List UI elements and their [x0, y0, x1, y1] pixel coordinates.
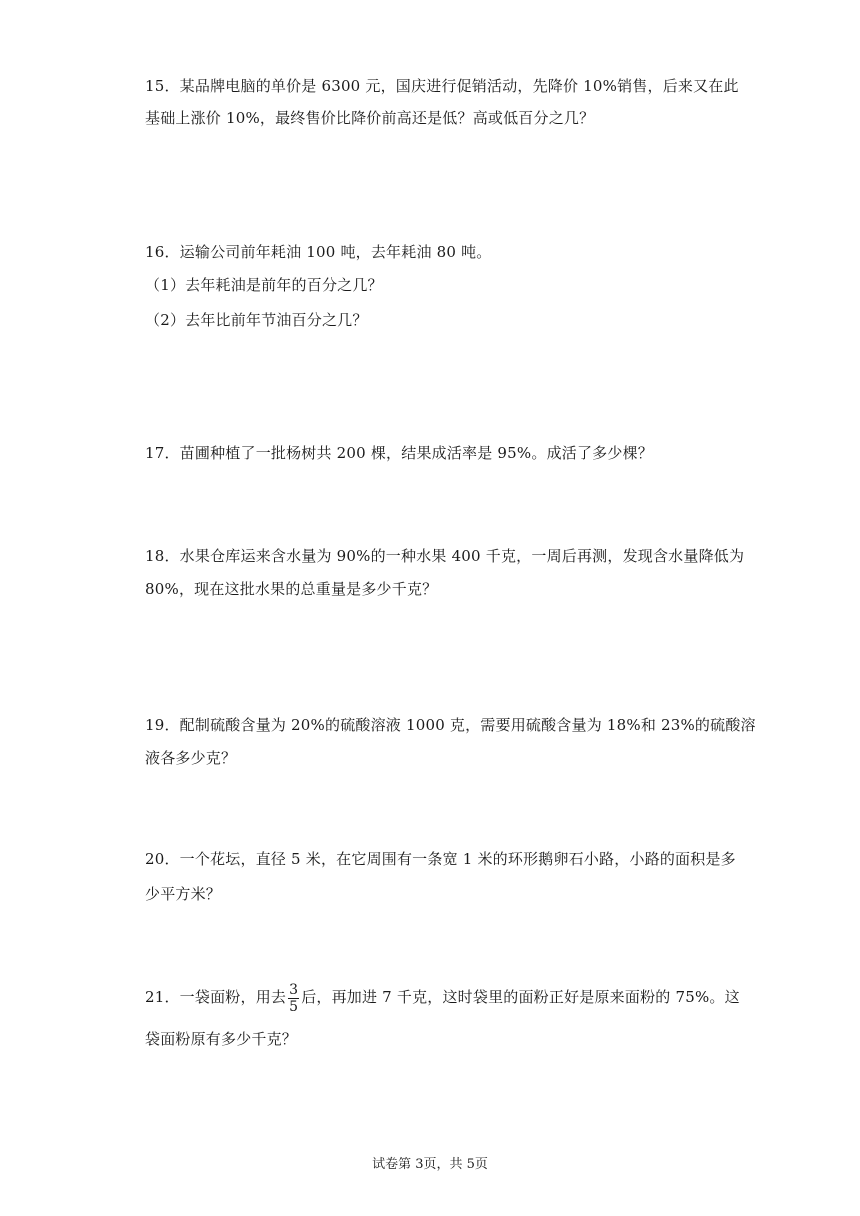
question-19-line-1: 19．配制硫酸含量为 20%的硫酸溶液 1000 克，需要用硫酸含量为 18%和 23%的硫酸溶: [145, 716, 756, 734]
question-21-text-after: 后，再加进 7 千克，这时袋里的面粉正好是原来面粉的 75%。这: [301, 988, 740, 1006]
question-21-text-before: 21．一袋面粉，用去: [145, 988, 287, 1006]
question-16-sub-2: （2）去年比前年节油百分之几？: [145, 311, 368, 329]
question-15-line-2: 基础上涨价 10%，最终售价比降价前高还是低？高或低百分之几？: [145, 109, 595, 127]
question-18-line-1: 18．水果仓库运来含水量为 90%的一种水果 400 千克，一周后再测，发现含水量降低为: [145, 547, 745, 565]
page-number-footer: 试卷第 3页，共 5页: [372, 1157, 488, 1172]
question-19-line-2: 液各多少克？: [145, 749, 237, 767]
question-16-line-1: 16．运输公司前年耗油 100 吨，去年耗油 80 吨。: [145, 243, 492, 261]
question-16-sub-1: （1）去年耗油是前年的百分之几？: [145, 276, 383, 294]
question-18-line-2: 80%，现在这批水果的总重量是多少千克？: [145, 580, 438, 598]
fraction-numerator: 3: [289, 981, 299, 998]
question-20-line-2: 少平方米？: [145, 885, 222, 903]
fraction-denominator: 5: [289, 998, 299, 1015]
question-15-line-1: 15．某品牌电脑的单价是 6300 元，国庆进行促销活动，先降价 10%销售，后来又在此: [145, 77, 739, 95]
question-17-line-1: 17．苗圃种植了一批杨树共 200 棵，结果成活率是 95%。成活了多少棵？: [145, 444, 653, 462]
question-21-line-1: [145, 980, 740, 1015]
fraction-three-fifths: [288, 982, 299, 1015]
question-21-line-2: 袋面粉原有多少千克？: [145, 1030, 298, 1048]
question-20-line-1: 20．一个花坛，直径 5 米，在它周围有一条宽 1 米的环形鹅卵石小路，小路的面积是多: [145, 850, 736, 868]
